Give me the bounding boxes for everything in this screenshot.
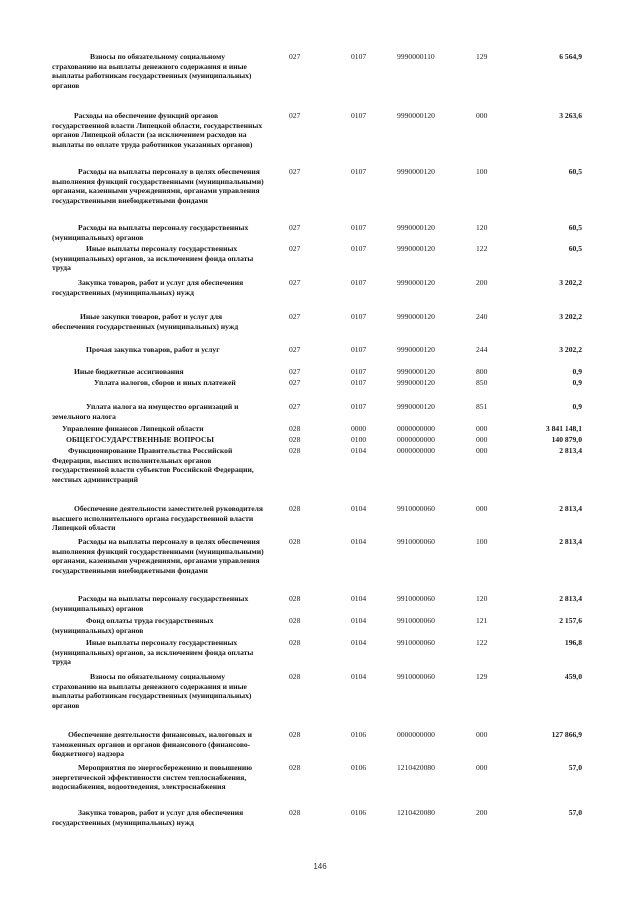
row-rz: 0104 — [351, 504, 367, 513]
row-name: Закупка товаров, работ и услуг для обеспечения государственных (муниципальных) нужд — [52, 278, 244, 297]
row-adm: 028 — [289, 446, 301, 455]
row-name: ОБЩЕГОСУДАРСТВЕННЫЕ ВОПРОСЫ — [66, 435, 214, 444]
row-sum: 459,0 — [564, 672, 582, 681]
row-sum: 196,8 — [564, 638, 582, 647]
row-cs: 0000000000 — [397, 424, 435, 433]
row-adm: 027 — [289, 402, 301, 411]
row-vr: 000 — [476, 435, 488, 444]
row-name: Управление финансов Липецкой области — [62, 424, 204, 433]
row-cs: 9990000120 — [397, 278, 435, 287]
row-name: Уплата налогов, сборов и иных платежей — [94, 378, 236, 387]
row-cs: 0000000000 — [397, 446, 435, 455]
row-adm: 027 — [289, 223, 301, 232]
row-adm: 028 — [289, 594, 301, 603]
row-adm: 027 — [289, 167, 301, 176]
row-adm: 027 — [289, 378, 301, 387]
row-vr: 240 — [476, 312, 488, 321]
row-adm: 027 — [289, 278, 301, 287]
row-cs: 9910000060 — [397, 504, 435, 513]
row-vr: 850 — [476, 378, 488, 387]
row-sum: 3 202,2 — [559, 312, 582, 321]
row-rz: 0107 — [351, 52, 367, 61]
row-cs: 9910000060 — [397, 594, 435, 603]
row-cs: 9990000120 — [397, 402, 435, 411]
row-sum: 3 202,2 — [559, 278, 582, 287]
row-vr: 120 — [476, 594, 488, 603]
row-rz: 0107 — [351, 378, 367, 387]
row-adm: 028 — [289, 638, 301, 647]
row-rz: 0107 — [351, 278, 367, 287]
row-cs: 9910000060 — [397, 616, 435, 625]
row-vr: 100 — [476, 167, 488, 176]
row-name: Обеспечение деятельности заместителей руководителя высшего исполнительного органа государственной власти Липецкой области — [52, 504, 263, 533]
row-name: Прочая закупка товаров, работ и услуг — [86, 345, 220, 354]
row-cs: 9990000120 — [397, 345, 435, 354]
row-adm: 027 — [289, 52, 301, 61]
row-sum: 127 866,9 — [551, 730, 582, 739]
row-sum: 0,9 — [572, 367, 582, 376]
row-rz: 0106 — [351, 808, 367, 817]
row-vr: 122 — [476, 244, 488, 253]
row-vr: 244 — [476, 345, 488, 354]
row-rz: 0107 — [351, 367, 367, 376]
row-sum: 3 841 148,1 — [545, 424, 582, 433]
row-sum: 6 564,9 — [559, 52, 582, 61]
row-vr: 100 — [476, 537, 488, 546]
row-vr: 000 — [476, 504, 488, 513]
row-adm: 028 — [289, 672, 301, 681]
row-vr: 000 — [476, 446, 488, 455]
row-adm: 027 — [289, 111, 301, 120]
row-cs: 1210420080 — [397, 763, 435, 772]
row-name: Иные выплаты персоналу государственных (муниципальных) органов, за исключением фонда оплаты труда — [52, 244, 254, 273]
row-sum: 60,5 — [568, 244, 582, 253]
row-rz: 0107 — [351, 345, 367, 354]
row-cs: 0000000000 — [397, 435, 435, 444]
row-adm: 027 — [289, 312, 301, 321]
row-cs: 9910000060 — [397, 537, 435, 546]
row-rz: 0104 — [351, 638, 367, 647]
row-sum: 2 813,4 — [559, 594, 582, 603]
row-rz: 0107 — [351, 167, 367, 176]
row-rz: 0107 — [351, 312, 367, 321]
row-name: Взносы по обязательному социальному страхованию на выплаты денежного содержания и иные выплаты работникам государственных (муниципальных) органов — [52, 672, 252, 710]
row-adm: 028 — [289, 616, 301, 625]
row-sum: 60,5 — [568, 167, 582, 176]
row-adm: 028 — [289, 763, 301, 772]
row-rz: 0106 — [351, 763, 367, 772]
row-adm: 028 — [289, 730, 301, 739]
row-vr: 200 — [476, 278, 488, 287]
row-sum: 2 813,4 — [559, 537, 582, 546]
row-adm: 027 — [289, 345, 301, 354]
row-rz: 0104 — [351, 594, 367, 603]
row-vr: 129 — [476, 52, 488, 61]
row-sum: 3 202,2 — [559, 345, 582, 354]
row-cs: 9990000120 — [397, 223, 435, 232]
row-cs: 9990000120 — [397, 378, 435, 387]
row-cs: 0000000000 — [397, 730, 435, 739]
row-sum: 3 263,6 — [559, 111, 582, 120]
row-vr: 200 — [476, 808, 488, 817]
row-adm: 027 — [289, 244, 301, 253]
row-name: Иные бюджетные ассигнования — [74, 367, 184, 376]
row-cs: 9990000120 — [397, 167, 435, 176]
row-cs: 9910000060 — [397, 672, 435, 681]
row-rz: 0107 — [351, 402, 367, 411]
row-rz: 0100 — [351, 435, 367, 444]
row-cs: 9990000120 — [397, 312, 435, 321]
row-sum: 60,5 — [568, 223, 582, 232]
row-name: Расходы на выплаты персоналу в целях обеспечения выполнения функций государственными (муниципальными) органами, казенными учреждениями, органами управления государственными внебюджетными фондами — [52, 167, 264, 205]
row-vr: 000 — [476, 730, 488, 739]
row-rz: 0106 — [351, 730, 367, 739]
row-sum: 140 879,0 — [551, 435, 582, 444]
row-cs: 9910000060 — [397, 638, 435, 647]
row-adm: 028 — [289, 808, 301, 817]
row-cs: 9990000110 — [397, 52, 435, 61]
row-rz: 0107 — [351, 111, 367, 120]
row-sum: 2 157,6 — [559, 616, 582, 625]
row-cs: 9990000120 — [397, 111, 435, 120]
row-sum: 0,9 — [572, 402, 582, 411]
page-number: 146 — [313, 862, 327, 871]
row-rz: 0000 — [351, 424, 367, 433]
row-vr: 000 — [476, 763, 488, 772]
row-sum: 0,9 — [572, 378, 582, 387]
row-vr: 121 — [476, 616, 488, 625]
row-rz: 0107 — [351, 244, 367, 253]
row-name: Закупка товаров, работ и услуг для обеспечения государственных (муниципальных) нужд — [52, 808, 244, 827]
row-rz: 0104 — [351, 446, 367, 455]
row-vr: 800 — [476, 367, 488, 376]
row-name: Расходы на выплаты персоналу государственных (муниципальных) органов — [52, 594, 249, 613]
row-name: Уплата налога на имущество организаций и земельного налога — [52, 402, 239, 421]
row-rz: 0107 — [351, 223, 367, 232]
row-rz: 0104 — [351, 672, 367, 681]
row-vr: 851 — [476, 402, 488, 411]
row-sum: 57,0 — [568, 808, 582, 817]
row-adm: 028 — [289, 504, 301, 513]
row-adm: 028 — [289, 435, 301, 444]
row-name: Мероприятия по энергосбережению и повышению энергетической эффективности систем теплоснабжения, водоснабжения, водоотведения, электроснабжения — [52, 763, 253, 792]
row-cs: 1210420080 — [397, 808, 435, 817]
row-name: Функционирование Правительства Российской Федерации, высших исполнительных органов государственной власти субъектов Российской Федерации, местных администраций — [52, 446, 254, 484]
row-name: Расходы на выплаты персоналу государственных (муниципальных) органов — [52, 223, 249, 242]
row-vr: 120 — [476, 223, 488, 232]
row-sum: 2 813,4 — [559, 446, 582, 455]
row-name: Расходы на выплаты персоналу в целях обеспечения выполнения функций государственными (муниципальными) органами, казенными учреждениями, органами управления государственными внебюджетными фондами — [52, 537, 264, 575]
row-adm: 028 — [289, 537, 301, 546]
row-vr: 000 — [476, 111, 488, 120]
row-vr: 122 — [476, 638, 488, 647]
row-sum: 2 813,4 — [559, 504, 582, 513]
row-cs: 9990000120 — [397, 244, 435, 253]
row-name: Фонд оплаты труда государственных (муниципальных) органов — [52, 616, 214, 635]
row-name: Иные закупки товаров, работ и услуг для обеспечения государственных (муниципальных) нужд — [52, 312, 239, 331]
row-vr: 000 — [476, 424, 488, 433]
row-adm: 027 — [289, 367, 301, 376]
row-name: Расходы на обеспечение функций органов государственной власти Липецкой области, государственных органов Липецкой области (за исключением расходов на выплаты по оплате труда работников указанных органов) — [52, 111, 263, 149]
row-adm: 028 — [289, 424, 301, 433]
row-vr: 129 — [476, 672, 488, 681]
row-sum: 57,0 — [568, 763, 582, 772]
row-name: Обеспечение деятельности финансовых, налоговых и таможенных органов и органов финансового (финансово-бюджетного) надзора — [52, 730, 252, 759]
row-name: Взносы по обязательному социальному страхованию на выплаты денежного содержания и иные выплаты работникам государственных (муниципальных) органов — [52, 52, 252, 90]
row-rz: 0104 — [351, 616, 367, 625]
row-name: Иные выплаты персоналу государственных (муниципальных) органов, за исключением фонда оплаты труда — [52, 638, 254, 667]
row-cs: 9990000120 — [397, 367, 435, 376]
row-rz: 0104 — [351, 537, 367, 546]
